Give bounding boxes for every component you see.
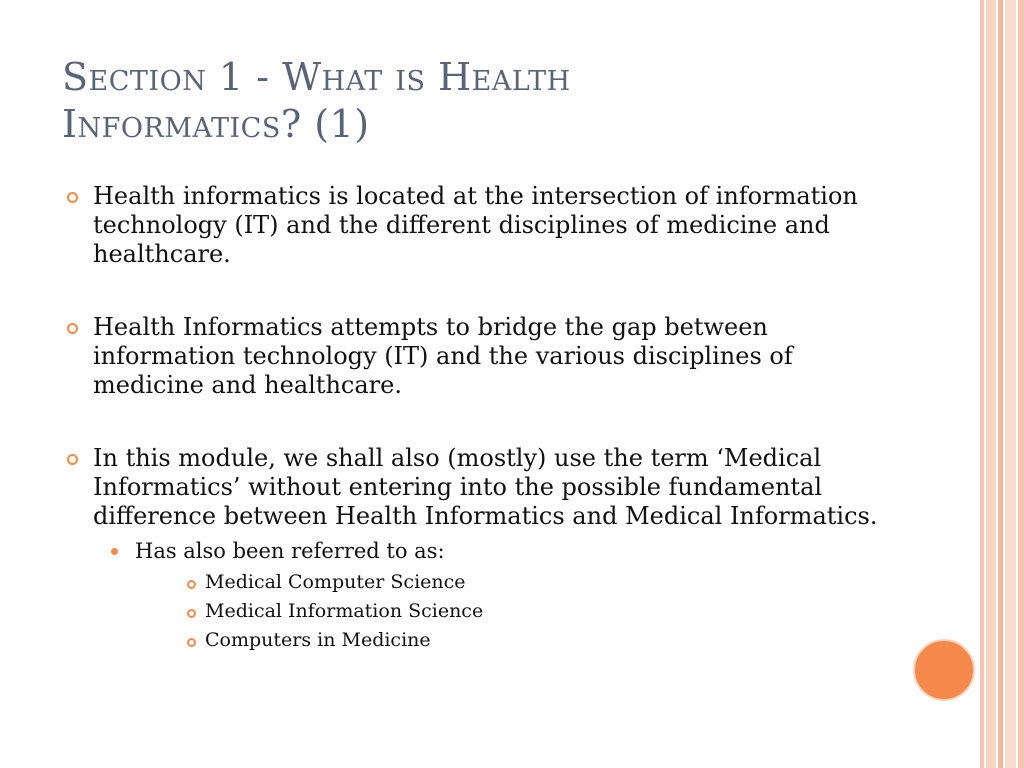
decorative-stripe [998,0,1003,768]
decorative-stripe [1005,0,1016,768]
ring-bullet-icon [67,323,78,334]
decorative-stripe [1018,0,1024,768]
bullet-item [64,313,884,400]
sub-sub-bullet-list [135,568,884,655]
bullet-text: Health Informatics attempts to bridge the gap between information technology (IT) and the various disciplines of medicine and healthcare. [93,313,793,399]
sub-bullet-item [93,537,884,655]
sub-sub-bullet-item [135,626,884,655]
bullet-text: Health informatics is located at the intersection of information technology (IT) and the different disciplines of medicine and healthcare. [93,182,858,268]
bullet-list [64,182,884,655]
sub-sub-bullet-item [135,597,884,626]
decorative-stripe [980,0,984,768]
slide-title: Section 1 - What is Health Informatics? (1) [62,55,571,146]
ring-bullet-icon [187,609,196,618]
ring-bullet-icon [187,638,196,647]
ring-bullet-icon [67,192,78,203]
sub-bullet-text: Has also been referred to as: [135,539,445,563]
ring-bullet-icon [187,580,196,589]
sub-sub-bullet-text: Medical Information Science [205,600,484,622]
dot-bullet-icon [111,548,118,555]
sub-sub-bullet-text: Medical Computer Science [205,571,466,593]
ring-bullet-icon [67,454,78,465]
sub-sub-bullet-text: Computers in Medicine [205,629,431,651]
decorative-circle [913,639,975,701]
sub-sub-bullet-item [135,568,884,597]
sub-bullet-list [93,537,884,655]
bullet-item [64,444,884,655]
decorative-stripe [986,0,996,768]
bullet-item [64,182,884,269]
bullet-text: In this module, we shall also (mostly) use the term ‘Medical Informatics’ without entering into the possible fundamental difference between Health Informatics and Medical Informatics. [93,444,878,530]
